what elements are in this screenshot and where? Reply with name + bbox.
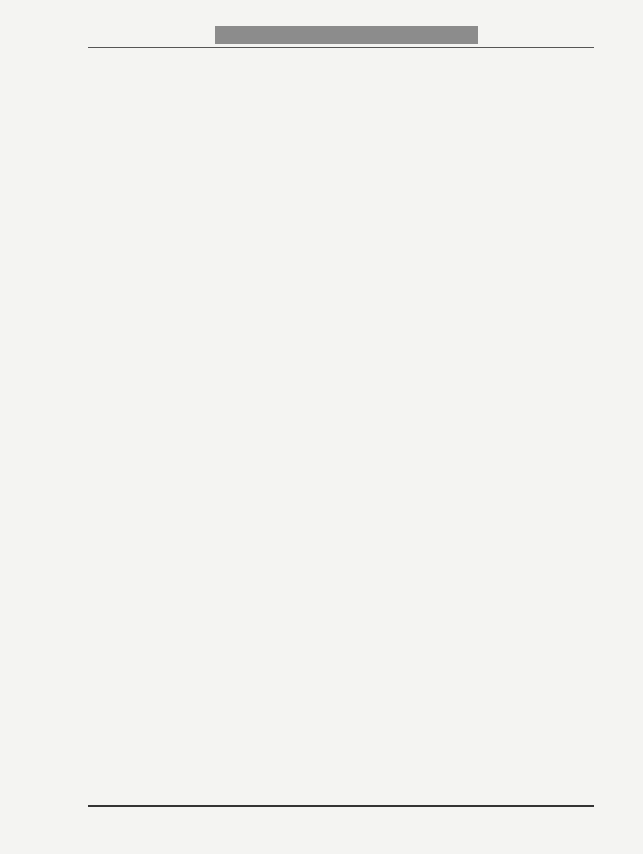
section-banner xyxy=(215,26,478,44)
footer-rule xyxy=(88,805,594,807)
top-rule xyxy=(88,47,594,48)
